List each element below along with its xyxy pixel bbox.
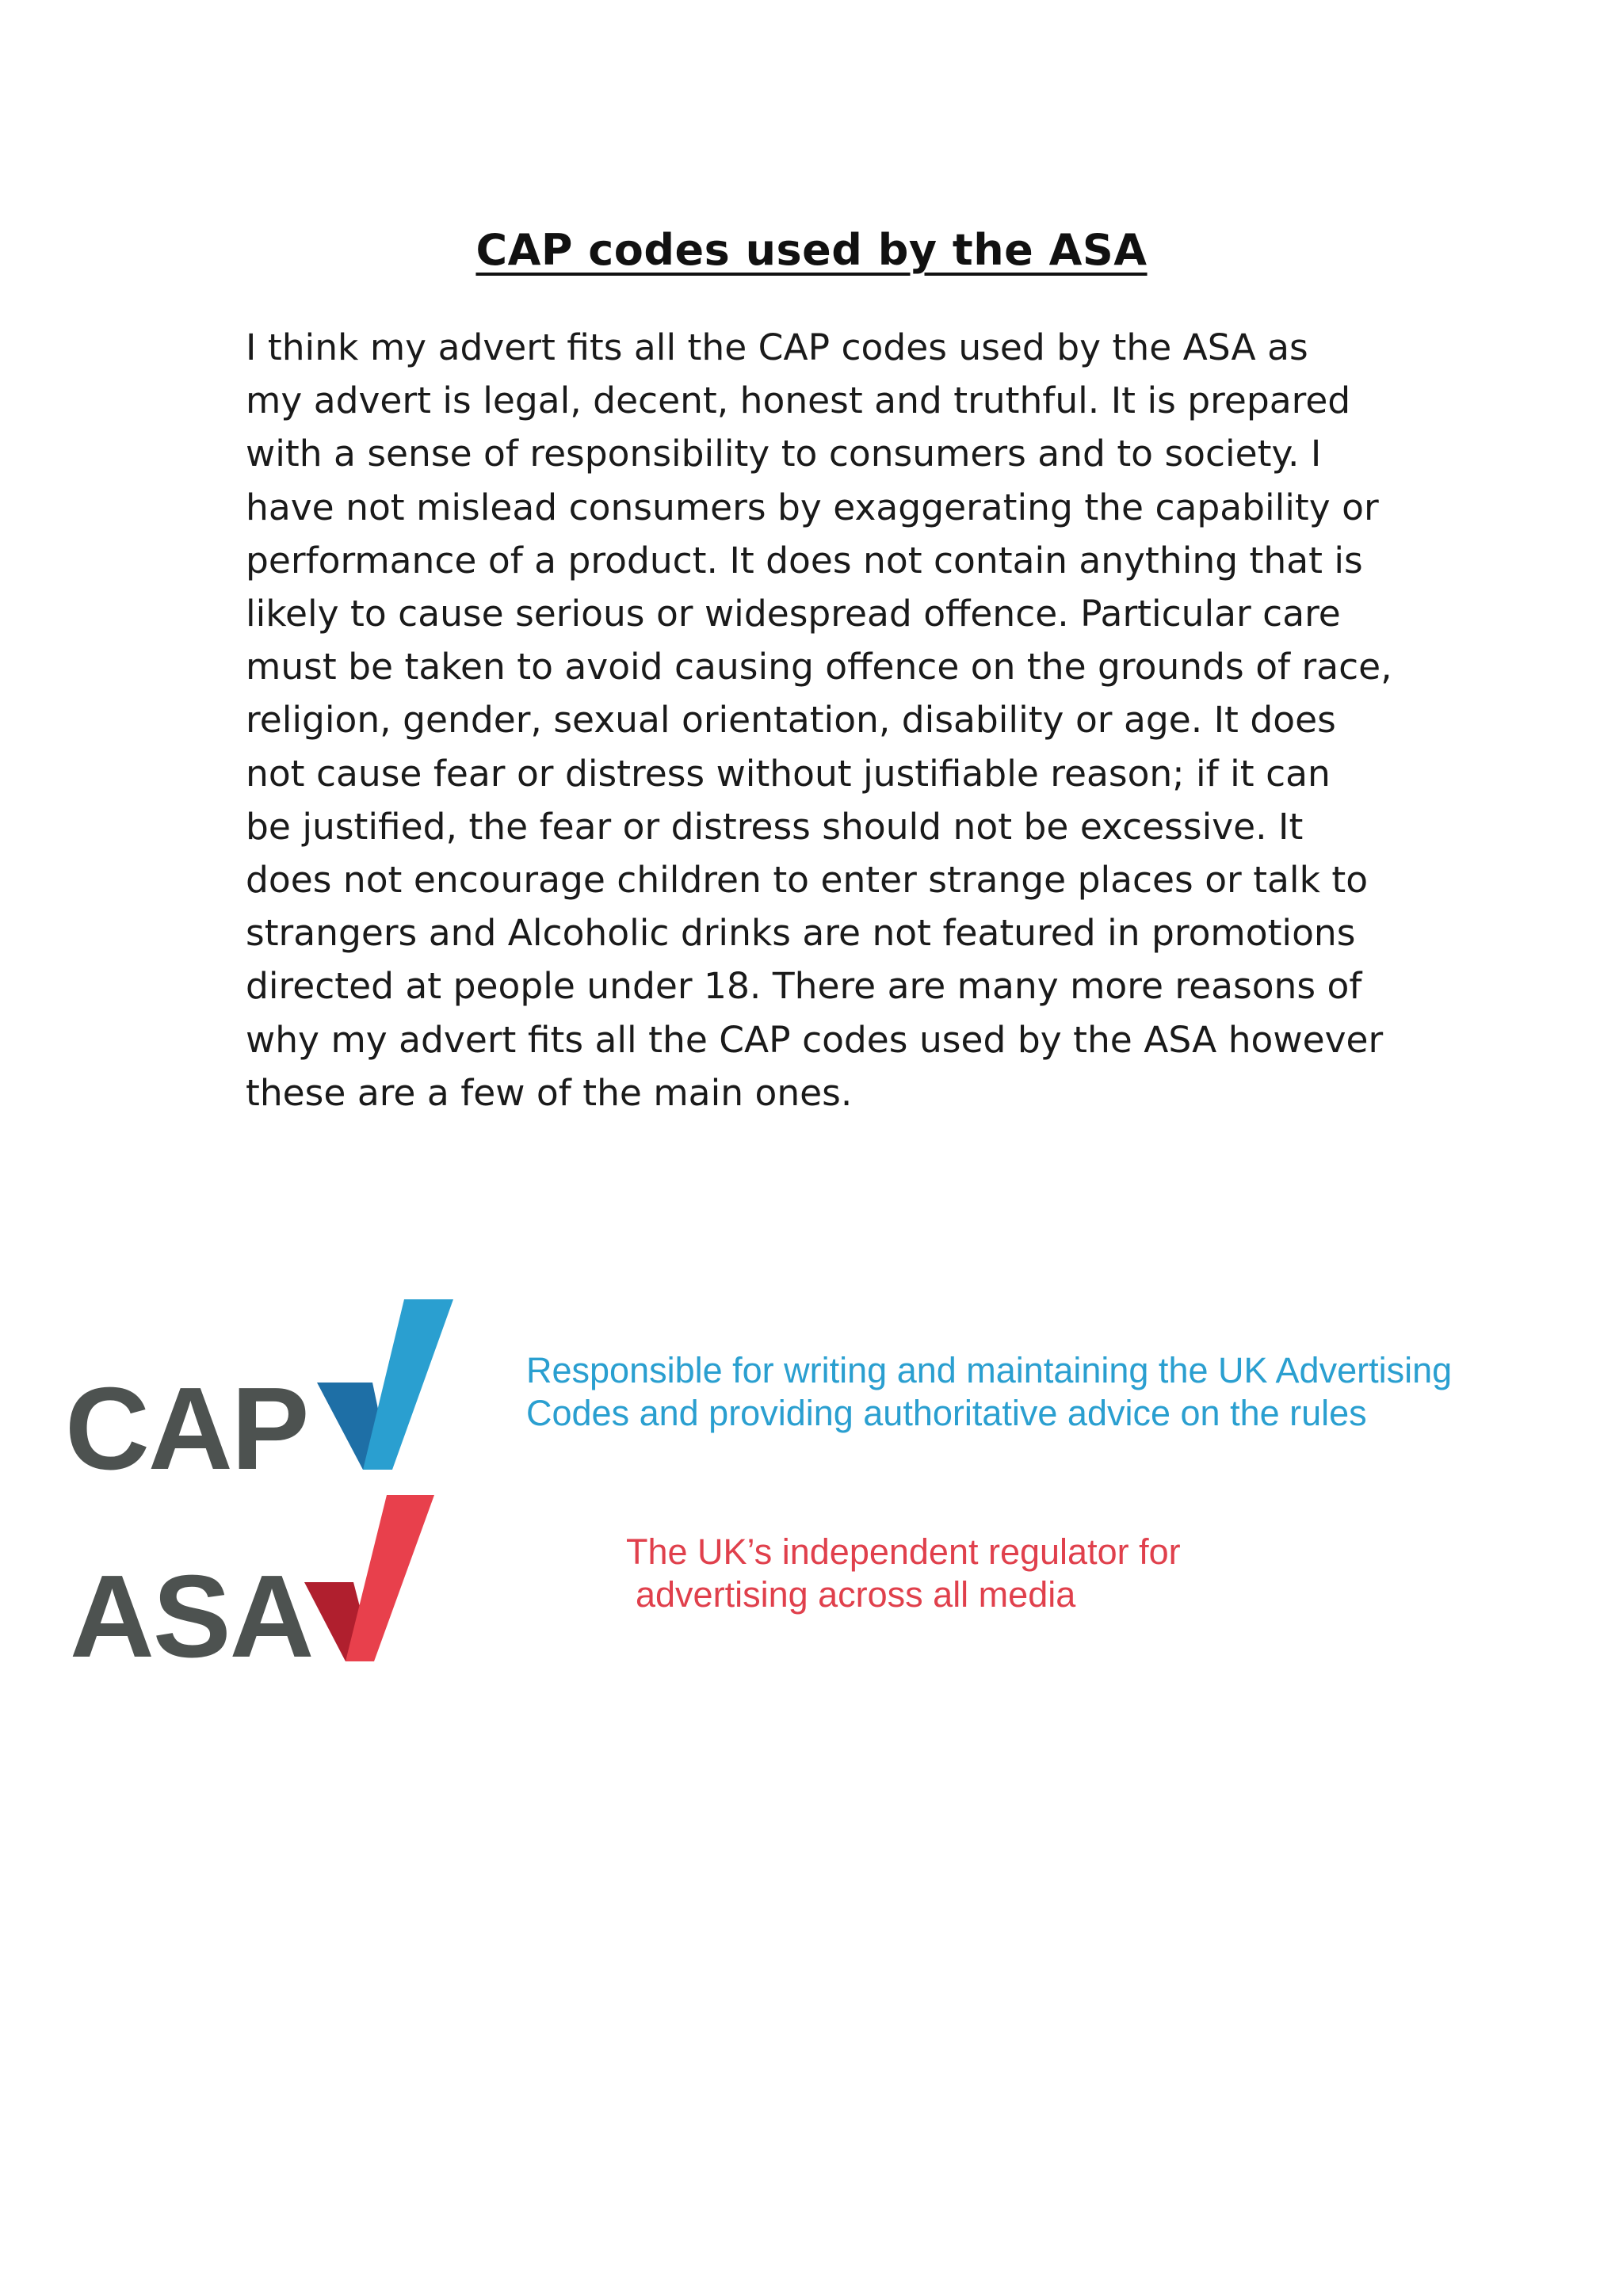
body-line: must be taken to avoid causing offence on the grounds of race, <box>246 646 1392 688</box>
body-line: with a sense of responsibility to consumers and to society. I <box>246 433 1322 475</box>
checkmark-icon <box>317 1299 453 1470</box>
body-line: does not encourage children to enter strange places or talk to <box>246 859 1369 902</box>
asa-tagline-line: advertising across all media <box>636 1574 1076 1615</box>
body-line: these are a few of the main ones. <box>246 1071 853 1114</box>
cap-logo-text: CAP <box>65 1363 308 1494</box>
asa-logo <box>70 1495 442 1682</box>
checkmark-right-stroke <box>363 1299 453 1470</box>
body-line: strangers and Alcoholic drinks are not featured in promotions <box>246 912 1356 955</box>
body-line: why my advert fits all the CAP codes used by the ASA however <box>246 1018 1384 1061</box>
cap-tagline-line: Responsible for writing and maintaining the UK Advertising <box>526 1350 1453 1390</box>
cap-tagline <box>526 1349 1452 1435</box>
asa-tagline <box>626 1531 1181 1616</box>
checkmark-icon <box>304 1495 434 1661</box>
cap-tagline-line: Codes and providing authoritative advice on the rules <box>526 1393 1367 1433</box>
page-title: CAP codes used by the ASA <box>475 225 1148 276</box>
body-line: likely to cause serious or widespread offence. Particular care <box>246 593 1341 635</box>
body-line: I think my advert fits all the CAP codes used by the ASA as <box>246 326 1308 368</box>
body-line: not cause fear or distress without justifiable reason; if it can <box>246 752 1331 795</box>
body-line: religion, gender, sexual orientation, disability or age. It does <box>246 699 1336 742</box>
body-line: performance of a product. It does not contain anything that is <box>246 539 1363 582</box>
body-line: directed at people under 18. There are many more reasons of <box>246 965 1362 1008</box>
body-line: my advert is legal, decent, honest and truthful. It is prepared <box>246 379 1351 422</box>
asa-tagline-line: The UK’s independent regulator for <box>626 1531 1181 1572</box>
cap-logo <box>65 1299 453 1494</box>
asa-logo-text: ASA <box>70 1551 313 1682</box>
body-line: have not mislead consumers by exaggerating the capability or <box>246 486 1379 528</box>
body-paragraph <box>246 321 1395 1119</box>
body-line: be justified, the fear or distress should not be excessive. It <box>246 805 1304 848</box>
checkmark-right-stroke <box>346 1495 434 1661</box>
